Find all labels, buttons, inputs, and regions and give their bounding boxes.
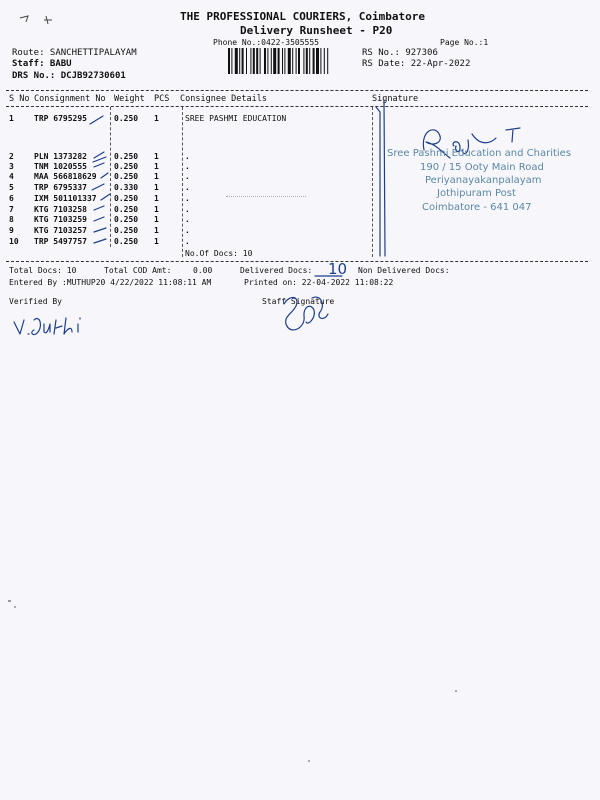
cell-details: .: [185, 152, 190, 161]
cell-details: .: [185, 237, 190, 246]
runsheet-subtitle: Delivery Runsheet - P20: [240, 24, 393, 37]
drs-number: DRS No.: DCJB92730601: [12, 71, 126, 81]
cell-sno: 10: [9, 237, 19, 246]
cell-consignment: KTG 7103257: [34, 226, 87, 235]
col-consignment: Consignment No: [34, 94, 106, 104]
cell-consignment: PLN 1373282: [34, 152, 87, 161]
divider-bottom: [6, 261, 588, 262]
cell-weight: 0.250: [114, 215, 139, 224]
cell-details: .: [185, 162, 190, 171]
cell-consignment: TRP 5497757: [34, 237, 87, 246]
stamp-line-4: Jothipuram Post: [437, 188, 516, 199]
total-docs: Total Docs: 10: [9, 266, 77, 275]
delivered-docs: Delivered Docs:: [240, 266, 313, 275]
stamp-line-3: Periyanayakanpalayam: [425, 175, 542, 186]
cell-sno: 5: [9, 183, 14, 192]
cell-pcs: 1: [154, 237, 159, 246]
cell-weight: 0.250: [114, 114, 139, 123]
cell-sno: 6: [9, 194, 14, 203]
cell-sno: 1: [9, 114, 14, 123]
rs-date: RS Date: 22-Apr-2022: [362, 59, 471, 69]
cell-sno: 8: [9, 215, 14, 224]
scan-speck: [455, 690, 457, 692]
staff-signature-label: Staff Signature: [262, 297, 335, 306]
cell-weight: 0.250: [114, 162, 139, 171]
cell-details: .: [185, 215, 190, 224]
cell-weight: 0.250: [114, 205, 139, 214]
stamp-line-5: Coimbatore - 641 047: [422, 202, 532, 213]
cell-consignment: IXM 501101337: [34, 194, 97, 203]
cell-sno: 4: [9, 172, 14, 181]
no-of-docs: No.Of Docs: 10: [185, 249, 253, 258]
cell-pcs: 1: [154, 215, 159, 224]
cell-weight: 0.250: [114, 152, 139, 161]
cell-consignment: KTG 7103258: [34, 205, 87, 214]
cell-weight: 0.250: [114, 237, 139, 246]
cell-details: .: [185, 183, 190, 192]
cell-sno: 9: [9, 226, 14, 235]
stamp-line-1: Sree Pashmi Education and Charities: [387, 148, 572, 159]
staff-signature: [276, 292, 338, 340]
col-weight: Weight: [114, 94, 145, 104]
cell-weight: 0.330: [114, 183, 139, 192]
verified-by-label: Verified By: [9, 297, 62, 306]
cell-pcs: 1: [154, 226, 159, 235]
cell-details: .: [185, 226, 190, 235]
cell-pcs: 1: [154, 162, 159, 171]
cell-details: .: [185, 205, 190, 214]
col-consignee: Consignee Details: [180, 94, 267, 104]
cell-sno: 7: [9, 205, 14, 214]
cell-consignment: TRP 6795337: [34, 183, 87, 192]
col-pcs: PCS: [154, 94, 170, 104]
company-title: THE PROFESSIONAL COURIERS, Coimbatore: [180, 10, 426, 23]
printed-on: Printed on: 22-04-2022 11:08:22: [244, 278, 394, 287]
scan-speck: [308, 760, 310, 762]
cell-consignment: TRP 6795295: [34, 114, 87, 123]
cell-consignment: MAA 566818629: [34, 172, 97, 181]
entered-by: Entered By :MUTHUP20 4/22/2022 11:08:11 AM: [9, 278, 212, 287]
scan-speck: [8, 600, 11, 602]
scan-speck: [14, 606, 16, 608]
page-number: Page No.:1: [440, 38, 489, 47]
cell-sno: 3: [9, 162, 14, 171]
cell-pcs: 1: [154, 183, 159, 192]
cell-weight: 0.250: [114, 172, 139, 181]
staff: Staff: BABU: [12, 59, 72, 69]
cell-pcs: 1: [154, 205, 159, 214]
cell-weight: 0.250: [114, 226, 139, 235]
delivered-handwritten: 10: [328, 260, 348, 278]
cell-pcs: 1: [154, 172, 159, 181]
cell-pcs: 1: [154, 152, 159, 161]
cell-weight: 0.250: [114, 194, 139, 203]
col-signature: Signature: [372, 94, 419, 104]
cell-sno: 2: [9, 152, 14, 161]
cell-details: SREE PASHMI EDUCATION: [185, 114, 287, 123]
cell-details: .: [185, 172, 190, 181]
col-sno: S No: [9, 94, 30, 104]
cell-pcs: 1: [154, 194, 159, 203]
non-delivered-docs: Non Delivered Docs:: [358, 266, 450, 275]
verifier-signature: [10, 310, 100, 340]
stamp-line-2: 190 / 15 Ooty Main Road: [420, 162, 544, 173]
cell-details: .: [185, 194, 190, 203]
cell-consignment: KTG 7103259: [34, 215, 87, 224]
cell-consignment: TNM 1020555: [34, 162, 87, 171]
phone-number: Phone No.:0422-3505555: [213, 38, 319, 47]
route: Route: SANCHETTIPALAYAM: [12, 48, 137, 58]
total-cod-amount: 0.00: [193, 266, 213, 275]
total-cod-label: Total COD Amt:: [104, 266, 172, 275]
cell-pcs: 1: [154, 114, 159, 123]
rs-number: RS No.: 927306: [362, 48, 438, 58]
